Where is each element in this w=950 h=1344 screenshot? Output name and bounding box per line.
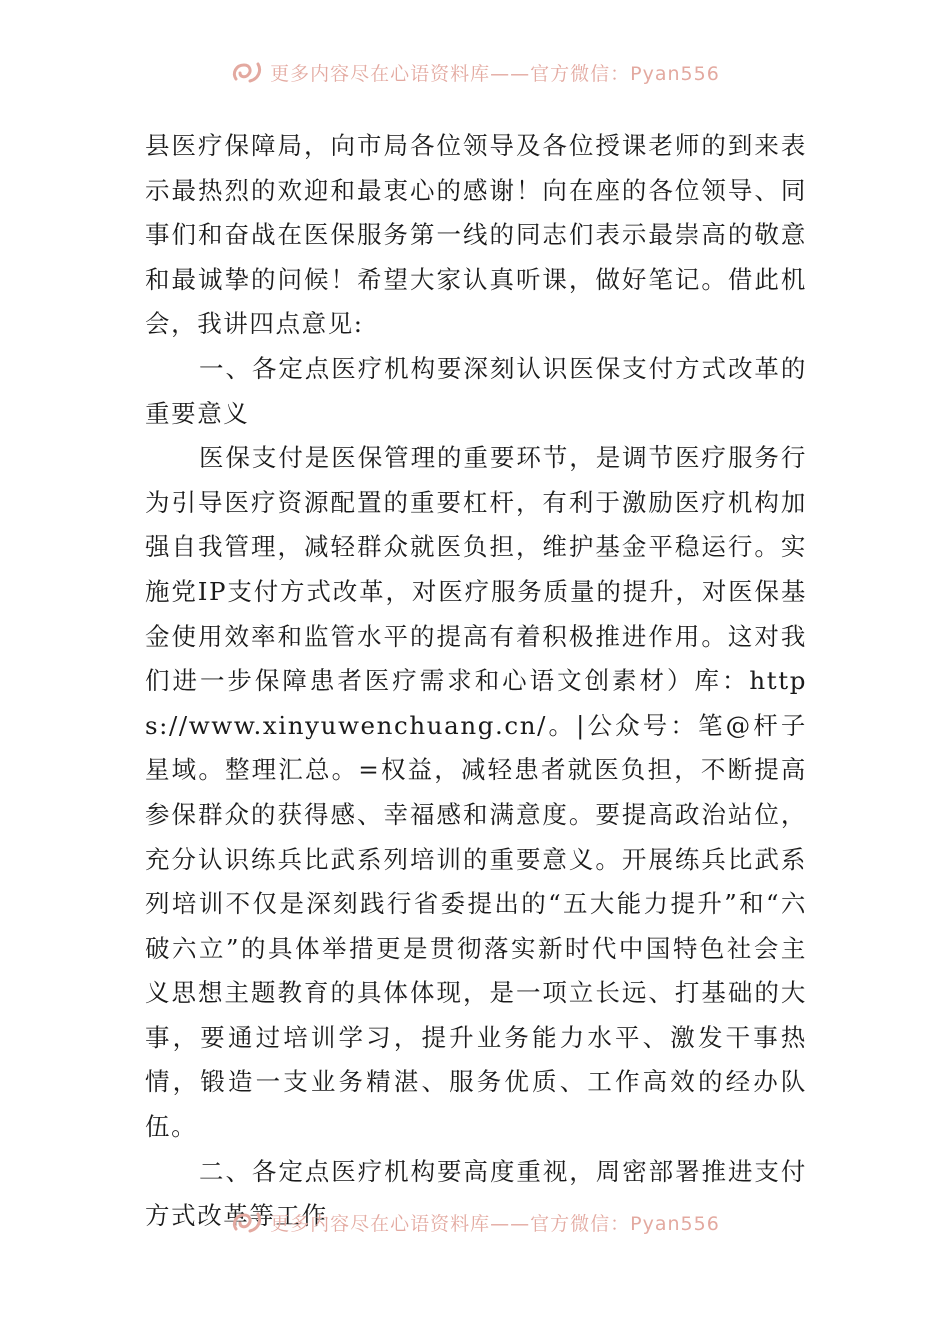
watermark-logo-icon [230,59,264,85]
footer-watermark [0,1205,950,1239]
paragraph-body: 医保支付是医保管理的重要环节，是调节医疗服务行为引导医疗资源配置的重要杠杆，有利于激励医疗机构加强自我管理，减轻群众就医负担，维护基金平稳运行。实施党IP支付方式改革，对医疗服务质量的提升，对医保基金使用效率和监管水平的提高有着积极推进作用。这对我们进一步保障患者医疗需求和心语文创素材）库：https://www.xinyuwenchuang.cn/。|公众号：笔@杆子星域。整理汇总。=权益，减轻患者就医负担，不断提高参保群众的获得感、幸福感和满意度。要提高政治站位，充分认识练兵比武系列培训的重要意义。开展练兵比武系列培训不仅是深刻践行省委提出的“五大能力提升”和“六破六立”的具体举措更是贯彻落实新时代中国特色社会主义思想主题教育的具体体现，是一项立长远、打基础的大事，要通过培训学习，提升业务能力水平、激发干事热情，锻造一支业务精湛、服务优质、工作高效的经办队伍。 [145,443,807,1142]
watermark-text: 更多内容尽在心语资料库——官方微信：Pyan556 [270,62,720,85]
watermark-logo-icon [230,1209,264,1235]
paragraph-intro: 县医疗保障局，向市局各位领导及各位授课老师的到来表示最热烈的欢迎和最衷心的感谢！向在座的各位领导、同事们和奋战在医保服务第一线的同志们表示最崇高的敬意和最诚挚的问候！希望大家认真听课，做好笔记。借此机会，我讲四点意见: [145,131,807,339]
watermark-text: 更多内容尽在心语资料库——官方微信：Pyan556 [270,1212,720,1235]
section-heading-2: 二、各定点医疗机构要高度重视，周密部署推进支付方式改革等工作 [145,1156,807,1231]
section-heading-1: 一、各定点医疗机构要深刻认识医保支付方式改革的重要意义 [145,353,807,428]
header-watermark [0,55,950,89]
document-body [145,124,807,1239]
